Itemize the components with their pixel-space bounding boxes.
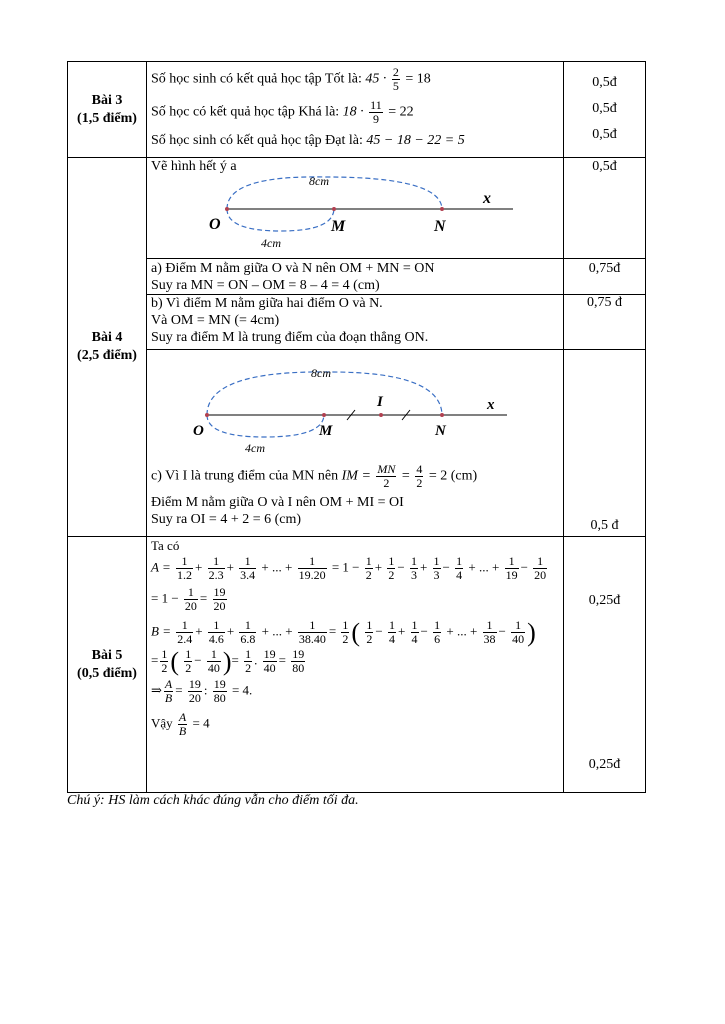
- den: 2: [185, 661, 192, 675]
- num: 1: [533, 555, 547, 569]
- figure-segment-omin: [151, 350, 559, 456]
- den: 2: [342, 632, 349, 646]
- num: 1: [433, 554, 440, 568]
- num: 1: [456, 554, 463, 568]
- dat-math: 45 − 18 − 22 = 5: [366, 133, 465, 148]
- paren-close: ): [222, 647, 232, 676]
- ellipsis: + ... +: [446, 623, 478, 639]
- fraction: [298, 555, 327, 582]
- point-o: [205, 413, 209, 417]
- vay-text: Vậy: [151, 715, 173, 731]
- den: 2: [416, 476, 423, 490]
- num: 1: [365, 554, 372, 568]
- label-8cm: 8cm: [311, 366, 331, 380]
- score: 0,75đ: [588, 261, 621, 276]
- den: B: [164, 691, 173, 705]
- figure-heading: Vẽ hình hết ý a: [151, 159, 237, 174]
- fraction: [239, 619, 256, 646]
- ellipsis: + ... +: [261, 623, 293, 639]
- fraction: [433, 555, 441, 582]
- row-bai-4-figure: [68, 158, 646, 259]
- row-bai-5: [68, 537, 646, 793]
- den: 2: [161, 661, 168, 675]
- point-m: [322, 413, 326, 417]
- exercise-points: (2,5 điểm): [77, 348, 137, 363]
- den: 2: [366, 632, 373, 646]
- den: 2: [388, 568, 395, 582]
- num: 1: [298, 619, 327, 633]
- num: 19: [292, 647, 305, 661]
- row-bai-4b: [68, 295, 646, 350]
- label-x: x: [483, 190, 491, 207]
- den: 2: [383, 476, 390, 490]
- label-x: x: [487, 397, 495, 413]
- den: 20: [184, 599, 197, 613]
- num: 1: [239, 555, 256, 569]
- fraction: [164, 678, 173, 705]
- part-c-line: [151, 463, 559, 490]
- tot-text: Số học sinh có kết quả học tập Tốt là:: [151, 71, 362, 87]
- fraction: [208, 619, 225, 646]
- num: 1: [245, 647, 252, 661]
- num: 1: [184, 586, 198, 600]
- score-bai-5: [564, 537, 646, 793]
- num: 1: [208, 619, 225, 633]
- label-bai-3: [68, 62, 147, 158]
- label-o: O: [193, 423, 204, 439]
- point-n: [440, 207, 444, 211]
- b-lhs: B =: [151, 623, 171, 639]
- b-sum-line: B = $\frac{1}{2.4}$ + $\frac{1}{4.6}$ + $\frac{1}{6.8}$ + ... + $\frac{1}{38.40}$ = $\frac{1}{2}$ ( $\frac{1}{2}$ − $\frac{1}{4}$ + $\frac{1}{4}$ − $\frac{1}{6}$ + ... + $\frac{1}{38}$ − $\frac{1}{40}$ ): [151, 618, 536, 647]
- kha-line: [151, 99, 559, 126]
- part-b-line: Và OM = MN (= 4cm): [151, 313, 280, 328]
- footnote: Chú ý: HS làm cách khác đúng vẫn cho điểm tối đa.: [67, 793, 359, 808]
- part-c-text: c) Vì I là trung điểm của MN nên: [151, 468, 339, 484]
- conclusion-result: = 4: [192, 715, 210, 731]
- fraction: [291, 648, 305, 675]
- num: MN: [377, 462, 396, 476]
- paren-open: (: [351, 618, 361, 647]
- ratio-line: ⇒ $\frac{A}{B}$ = $\frac{19}{20}$ : $\frac{19}{80}$ = 4.: [151, 677, 253, 705]
- label-i: I: [377, 394, 383, 410]
- num: 19: [263, 647, 276, 661]
- den: 80: [292, 661, 305, 675]
- den: 2.3: [208, 568, 224, 582]
- part-b-line: Suy ra điểm M là trung điểm của đoạn thẳng ON.: [151, 330, 429, 345]
- den: 38: [483, 632, 496, 646]
- ratio-result: = 4.: [231, 682, 253, 698]
- part-c-line: Suy ra OI = 4 + 2 = 6 (cm): [151, 512, 302, 527]
- fraction: [213, 586, 227, 613]
- label-4cm: 4cm: [261, 236, 281, 250]
- den: 20: [188, 691, 201, 705]
- den: 9: [372, 112, 379, 126]
- den: B: [178, 724, 187, 738]
- num: 1: [239, 619, 256, 633]
- fraction: [208, 555, 225, 582]
- num: 1: [434, 618, 441, 632]
- fraction: [511, 619, 525, 646]
- row-bai-3: [68, 62, 646, 158]
- a-result-line: = 1 − $\frac{1}{20}$ = $\frac{19}{20}$: [151, 585, 226, 613]
- label-o: O: [209, 216, 221, 233]
- den: 3: [433, 568, 440, 582]
- label-4cm: 4cm: [245, 441, 265, 455]
- row-bai-4c: [68, 350, 646, 537]
- score: 0,5 đ: [590, 518, 619, 533]
- num: 1: [176, 555, 193, 569]
- im-label: IM =: [341, 468, 371, 484]
- den: 1.2: [176, 568, 192, 582]
- score-bai-4c: [564, 350, 646, 537]
- num: 19: [213, 585, 226, 599]
- den: 4.6: [208, 632, 224, 646]
- den: 40: [512, 632, 525, 646]
- a-rhs-start: = 1 −: [331, 559, 360, 575]
- fraction: [178, 711, 187, 738]
- score-bai-4-figure: [564, 158, 646, 259]
- fraction: [176, 555, 193, 582]
- score: 0,5đ: [592, 101, 617, 116]
- num: 1: [342, 618, 349, 632]
- content-bai-4a: [147, 259, 564, 295]
- num: 19: [188, 677, 201, 691]
- ellipsis: + ... +: [261, 559, 293, 575]
- score-bai-4a: [564, 259, 646, 295]
- dat-line: [151, 132, 559, 149]
- score: 0,25đ: [588, 593, 621, 608]
- den: 40: [207, 661, 220, 675]
- fraction: [365, 555, 373, 582]
- paren-open: (: [170, 647, 180, 676]
- kha-factor: 18 ·: [342, 104, 364, 120]
- score: 0,5đ: [592, 127, 617, 142]
- num: 1: [388, 554, 395, 568]
- b-result-line: = $\frac{1}{2}$ ( $\frac{1}{2}$ − $\frac{1}{40}$ )= $\frac{1}{2}$ . $\frac{19}{40}$ = $\frac{19}{80}$: [151, 647, 305, 676]
- exercise-points: (0,5 điểm): [77, 665, 137, 681]
- content-bai-5: [147, 537, 564, 793]
- fraction: [388, 619, 396, 646]
- point-m: [332, 207, 336, 211]
- exercise-number: Bài 5: [91, 647, 123, 663]
- score-bai-3: [564, 62, 646, 158]
- fraction: [184, 648, 192, 675]
- num: 1: [511, 619, 525, 633]
- fraction: [455, 555, 463, 582]
- den: 38.40: [298, 632, 326, 646]
- brace-om: [227, 209, 334, 231]
- fraction-mn-2: [376, 463, 396, 490]
- tot-result: = 18: [405, 71, 431, 87]
- result: = 2 (cm): [428, 468, 478, 484]
- fraction: [483, 619, 497, 646]
- ta-co: Ta có: [151, 538, 180, 553]
- fraction-4-2: [415, 463, 423, 490]
- fraction: [213, 678, 227, 705]
- label-bai-4: [68, 158, 147, 537]
- fraction: [533, 555, 547, 582]
- label-m: M: [331, 218, 346, 235]
- tot-line: [151, 66, 559, 93]
- den: 19: [505, 568, 518, 582]
- fraction: [505, 555, 519, 582]
- kha-text: Số học có kết quả học tập Khá là:: [151, 104, 340, 120]
- den: 4: [411, 632, 418, 646]
- fraction: [239, 555, 256, 582]
- num: 1: [388, 618, 395, 632]
- score: 0,25đ: [588, 757, 621, 772]
- part-b-line: b) Vì điểm M nằm giữa hai điểm O và N.: [151, 296, 383, 311]
- fraction: [365, 619, 373, 646]
- den: 2: [365, 568, 372, 582]
- score: 0,75 đ: [587, 295, 622, 310]
- den: 19.20: [298, 568, 326, 582]
- paren-close: ): [527, 618, 536, 647]
- grading-table: [67, 61, 646, 793]
- den: 6: [434, 632, 441, 646]
- ellipsis: + ... +: [468, 559, 500, 575]
- fraction: [207, 648, 221, 675]
- den: 20: [534, 568, 547, 582]
- den: 3.4: [240, 568, 256, 582]
- den: 80: [213, 691, 226, 705]
- num: 1: [161, 647, 168, 661]
- kha-fraction: [369, 99, 383, 126]
- brace-on: [227, 177, 442, 209]
- num: 1: [366, 618, 373, 632]
- content-bai-4-figure: [147, 158, 564, 259]
- kha-result: = 22: [388, 104, 414, 120]
- label-n: N: [434, 218, 446, 235]
- num: 1: [176, 619, 193, 633]
- score-bai-4b: [564, 295, 646, 350]
- score: 0,5đ: [592, 159, 617, 174]
- exercise-number: Bài 4: [91, 330, 123, 345]
- num: 4: [416, 462, 423, 476]
- part-a-line: Suy ra MN = ON – OM = 8 – 4 = 4 (cm): [151, 278, 380, 293]
- den: 5: [392, 79, 399, 93]
- tot-fraction: [392, 66, 400, 93]
- num: 1: [410, 554, 417, 568]
- den: 20: [213, 599, 226, 613]
- fraction: [244, 648, 252, 675]
- fraction: [188, 678, 202, 705]
- den: 4: [456, 568, 463, 582]
- fraction: [298, 619, 327, 646]
- num: 1: [207, 648, 221, 662]
- score: 0,5đ: [592, 75, 617, 90]
- fraction: [176, 619, 193, 646]
- den: 2: [245, 661, 252, 675]
- num: 11: [370, 98, 382, 112]
- fraction: [341, 619, 349, 646]
- brace-om: [207, 415, 324, 437]
- label-n: N: [435, 423, 446, 439]
- dat-text: Số học sinh có kết quả học tập Đạt là:: [151, 133, 363, 148]
- part-c-line: Điểm M nằm giữa O và I nên OM + MI = OI: [151, 495, 404, 510]
- exercise-number: Bài 3: [91, 92, 123, 108]
- den: 2.4: [177, 632, 193, 646]
- den: 6.8: [240, 632, 256, 646]
- row-bai-4a: [68, 259, 646, 295]
- exercise-points: (1,5 điểm): [77, 110, 137, 126]
- content-bai-4c: [147, 350, 564, 537]
- a2-start: = 1 −: [151, 590, 179, 606]
- part-a-line: a) Điểm M nằm giữa O và N nên OM + MN = ON: [151, 261, 435, 276]
- point-o: [225, 207, 229, 211]
- num: 1: [505, 555, 519, 569]
- label-m: M: [319, 423, 333, 439]
- content-bai-3: [147, 62, 564, 158]
- fraction: [433, 619, 441, 646]
- fraction: [160, 648, 168, 675]
- label-8cm: 8cm: [309, 175, 329, 188]
- num: 1: [298, 555, 327, 569]
- a-lhs: A =: [151, 559, 171, 575]
- num: 1: [483, 619, 497, 633]
- den: 40: [263, 661, 276, 675]
- point-n: [440, 413, 444, 417]
- fraction: [411, 619, 419, 646]
- equals: =: [401, 468, 410, 484]
- num: A: [178, 710, 187, 724]
- label-bai-5: [68, 537, 147, 793]
- fraction: [387, 555, 395, 582]
- tot-factor: 45 ·: [365, 71, 387, 87]
- num: 2: [392, 65, 399, 79]
- num: 1: [411, 618, 418, 632]
- conclusion-line: [151, 711, 559, 738]
- point-i: [379, 413, 383, 417]
- content-bai-4b: [147, 295, 564, 350]
- figure-segment-omn: [151, 175, 559, 253]
- num: 1: [208, 555, 225, 569]
- fraction: [263, 648, 277, 675]
- num: 1: [185, 647, 192, 661]
- a-sum-line: A = $\frac{1}{1.2}$ + $\frac{1}{2.3}$ + $\frac{1}{3.4}$ + ... + $\frac{1}{19.20}$ = 1 − $\frac{1}{2}$ + $\frac{1}{2}$ − $\frac{1}{3}$ + $\frac{1}{3}$ − $\frac{1}{4}$ + ... + $\frac{1}{19}$ − $\frac{1}{20}$: [151, 554, 547, 582]
- num: A: [164, 677, 173, 691]
- fraction: [184, 586, 198, 613]
- fraction: [410, 555, 418, 582]
- den: 3: [410, 568, 417, 582]
- den: 4: [388, 632, 395, 646]
- num: 19: [213, 677, 226, 691]
